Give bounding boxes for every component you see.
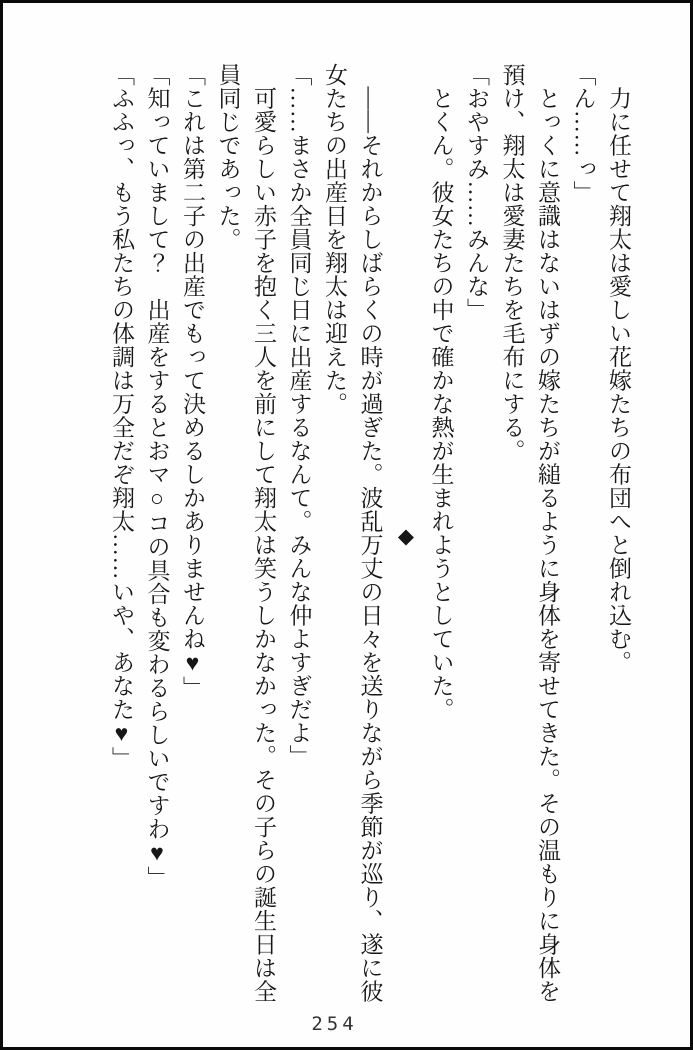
dialogue-line: 「これは第二子の出産でもって決めるしかありませんね♥」	[180, 63, 205, 700]
dialogue-line: 「ふふっ、もう私たちの体調は万全だぞ翔太……いや、あなた♥」	[109, 63, 134, 770]
dialogue-line: 「ん……っ」	[570, 63, 596, 204]
dialogue-line: 「おやすみ……みんな」	[464, 63, 489, 322]
dialogue-line: 「……まさか全員同じ日に出産するなんて。みんな仲よすぎだよ」	[286, 63, 312, 768]
page-text	[104, 63, 637, 1008]
paragraph-narrative: 可愛らしい赤子を抱く三人を前にして翔太は笑うしかなかった。その子らの誕生日は全員同じであった。	[215, 63, 276, 1003]
dialogue-line: 「知っていまして？ 出産をするとおマ○コの具合も変わるらしいですわ♥」	[144, 63, 170, 890]
page-number: 254	[311, 1013, 358, 1035]
paragraph-narrative: 力に任せて翔太は愛しい花嫁たちの布団へと倒れ込む。	[606, 63, 631, 674]
paragraph-narrative: とっくに意識はないはずの嫁たちが縋るように身体を寄せてきた。その温もりに身体を預け、翔太は愛妻たちを毛布にする。	[499, 63, 560, 1003]
paragraph-narrative: ――それからしばらくの時が過ぎた。波乱万丈の日々を送りながら季節が巡り、遂に彼女たちの出産日を翔太は迎えた。	[322, 63, 383, 1003]
paragraph-narrative: とくん。彼女たちの中で確かな熱が生まれようとしていた。	[428, 63, 454, 721]
section-separator-diamond-icon: ◆	[394, 523, 418, 548]
